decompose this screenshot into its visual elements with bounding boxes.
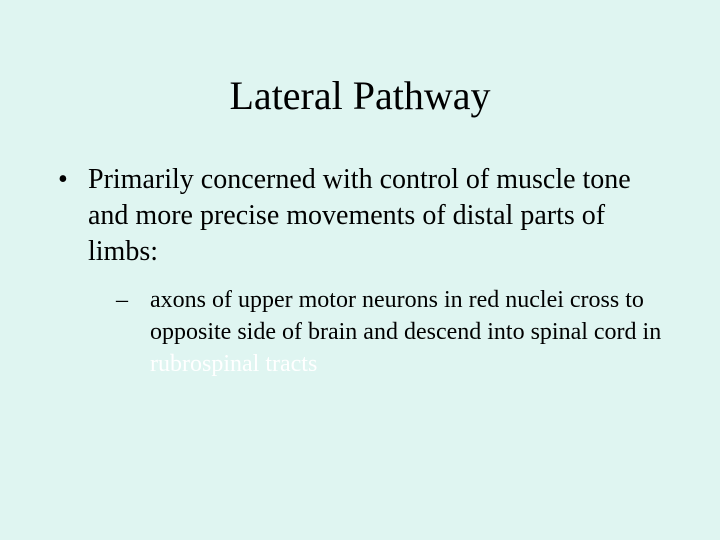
- bullet-text: Primarily concerned with control of muscle tone and more precise movements of distal parts of limbs:: [88, 164, 631, 267]
- slide-title: Lateral Pathway: [229, 73, 491, 118]
- bullet-item: [58, 162, 678, 380]
- sub-bullet-item: [88, 284, 678, 380]
- sub-bullet-marker: –: [116, 287, 128, 313]
- highlighted-term: rubrospinal tracts: [150, 351, 318, 377]
- bullet-marker: •: [58, 164, 68, 195]
- sub-bullet-text: axons of upper motor neurons in red nuclei cross to opposite side of brain and descend into spinal cord in: [150, 287, 662, 345]
- bullet-list: [58, 162, 678, 380]
- sub-bullet-list: [88, 284, 678, 380]
